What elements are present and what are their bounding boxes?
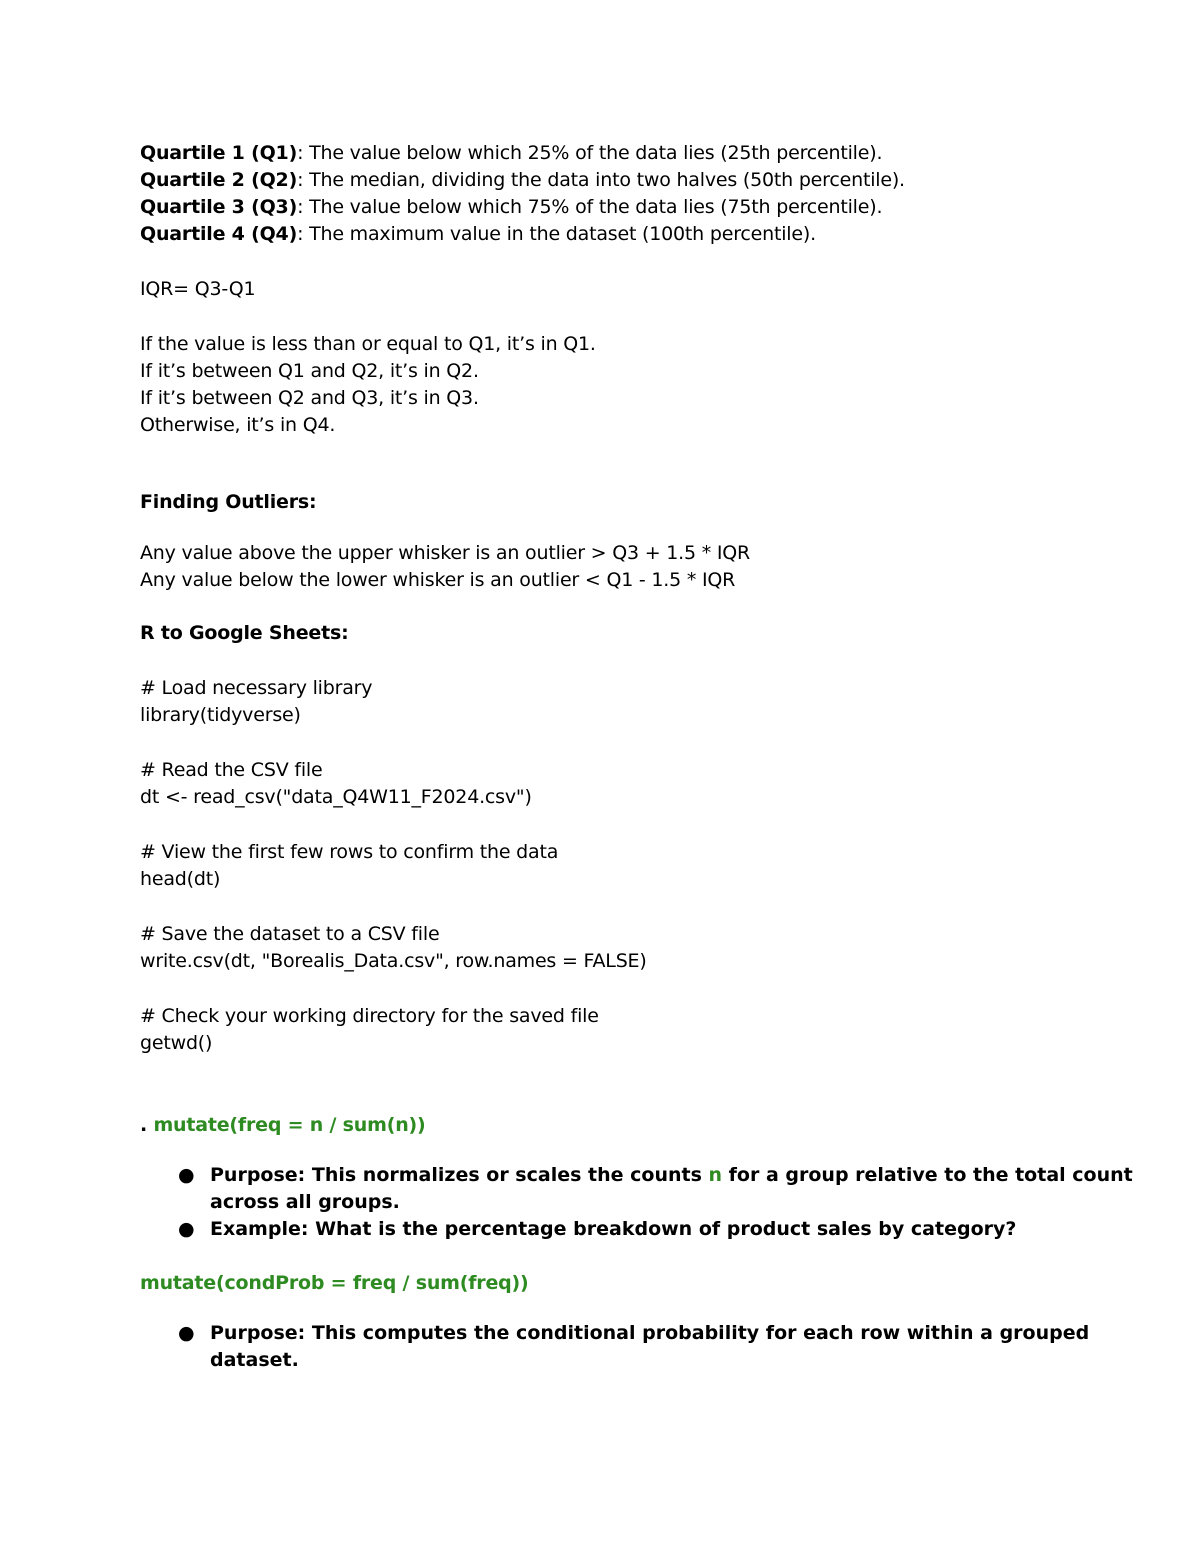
list-item: [140, 1216, 1070, 1243]
quartile-label: Quartile 4 (Q4): [140, 223, 298, 245]
code-comment: # Check your working directory for the saved file: [140, 1005, 599, 1027]
rule-line: If it’s between Q1 and Q2, it’s in Q2.: [140, 360, 479, 382]
list-item: [140, 1320, 1090, 1374]
bullet-icon: ●: [178, 1218, 195, 1240]
quartile-1-line: [140, 140, 1070, 167]
example-text: Example: What is the percentage breakdown of product sales by category?: [210, 1218, 1017, 1240]
code-comment: # Read the CSV file: [140, 759, 323, 781]
quartile-rules: [140, 331, 1070, 439]
bullet-icon: ●: [178, 1164, 195, 1186]
quartile-text: : The maximum value in the dataset (100th percentile).: [297, 223, 816, 245]
list-item: [140, 1162, 1133, 1216]
purpose-text-cont: across all groups.: [210, 1191, 400, 1213]
mutate-condprob-bullets: [140, 1320, 1090, 1374]
quartile-text: : The median, dividing the data into two halves (50th percentile).: [297, 169, 905, 191]
mutate-freq-code: mutate(freq = n / sum(n)): [153, 1114, 426, 1136]
r-section-heading: R to Google Sheets:: [140, 622, 349, 644]
purpose-text: for a group relative to the total count: [722, 1164, 1133, 1186]
quartile-label: Quartile 1 (Q1): [140, 142, 298, 164]
code-comment: # View the first few rows to confirm the data: [140, 841, 559, 863]
quartile-text: : The value below which 25% of the data lies (25th percentile).: [297, 142, 883, 164]
rule-line: If it’s between Q2 and Q3, it’s in Q3.: [140, 387, 479, 409]
rule-line: If the value is less than or equal to Q1, it’s in Q1.: [140, 333, 596, 355]
code-line: write.csv(dt, "Borealis_Data.csv", row.names = FALSE): [140, 950, 647, 972]
r-code-block-1: [140, 675, 1070, 729]
code-comment: # Load necessary library: [140, 677, 373, 699]
r-code-block-3: [140, 839, 1070, 893]
outliers-heading: Finding Outliers:: [140, 491, 317, 513]
purpose-text: Purpose: This normalizes or scales the counts: [210, 1164, 709, 1186]
purpose-text: Purpose: This computes the conditional probability for each row within a grouped: [210, 1322, 1090, 1344]
quartile-label: Quartile 2 (Q2): [140, 169, 298, 191]
r-code-block-4: [140, 921, 1070, 975]
quartile-label: Quartile 3 (Q3): [140, 196, 298, 218]
quartile-text: : The value below which 75% of the data lies (75th percentile).: [297, 196, 883, 218]
mutate-freq-heading: [140, 1112, 1070, 1139]
quartile-2-line: [140, 167, 1070, 194]
code-line: dt <- read_csv("data_Q4W11_F2024.csv"): [140, 786, 532, 808]
purpose-var: n: [708, 1164, 723, 1186]
r-code-block-5: [140, 1003, 1070, 1057]
code-line: getwd(): [140, 1032, 213, 1054]
bullet-icon: ●: [178, 1322, 195, 1344]
rule-line: Otherwise, it’s in Q4.: [140, 414, 336, 436]
outlier-rule-lower: Any value below the lower whisker is an outlier < Q1 - 1.5 * IQR: [140, 569, 736, 591]
quartile-definitions: [140, 140, 1070, 248]
mutate-condprob-heading: mutate(condProb = freq / sum(freq)): [140, 1272, 529, 1294]
quartile-4-line: [140, 221, 1070, 248]
code-line: head(dt): [140, 868, 221, 890]
quartile-3-line: [140, 194, 1070, 221]
iqr-formula: IQR= Q3-Q1: [140, 278, 256, 300]
r-code-block-2: [140, 757, 1070, 811]
document-page: [140, 140, 1133, 1374]
code-line: library(tidyverse): [140, 704, 301, 726]
purpose-text-cont: dataset.: [210, 1349, 299, 1371]
outlier-rule-upper: Any value above the upper whisker is an outlier > Q3 + 1.5 * IQR: [140, 542, 751, 564]
code-comment: # Save the dataset to a CSV file: [140, 923, 440, 945]
mutate-freq-bullets: [140, 1162, 1133, 1243]
heading-prefix: .: [140, 1114, 154, 1136]
